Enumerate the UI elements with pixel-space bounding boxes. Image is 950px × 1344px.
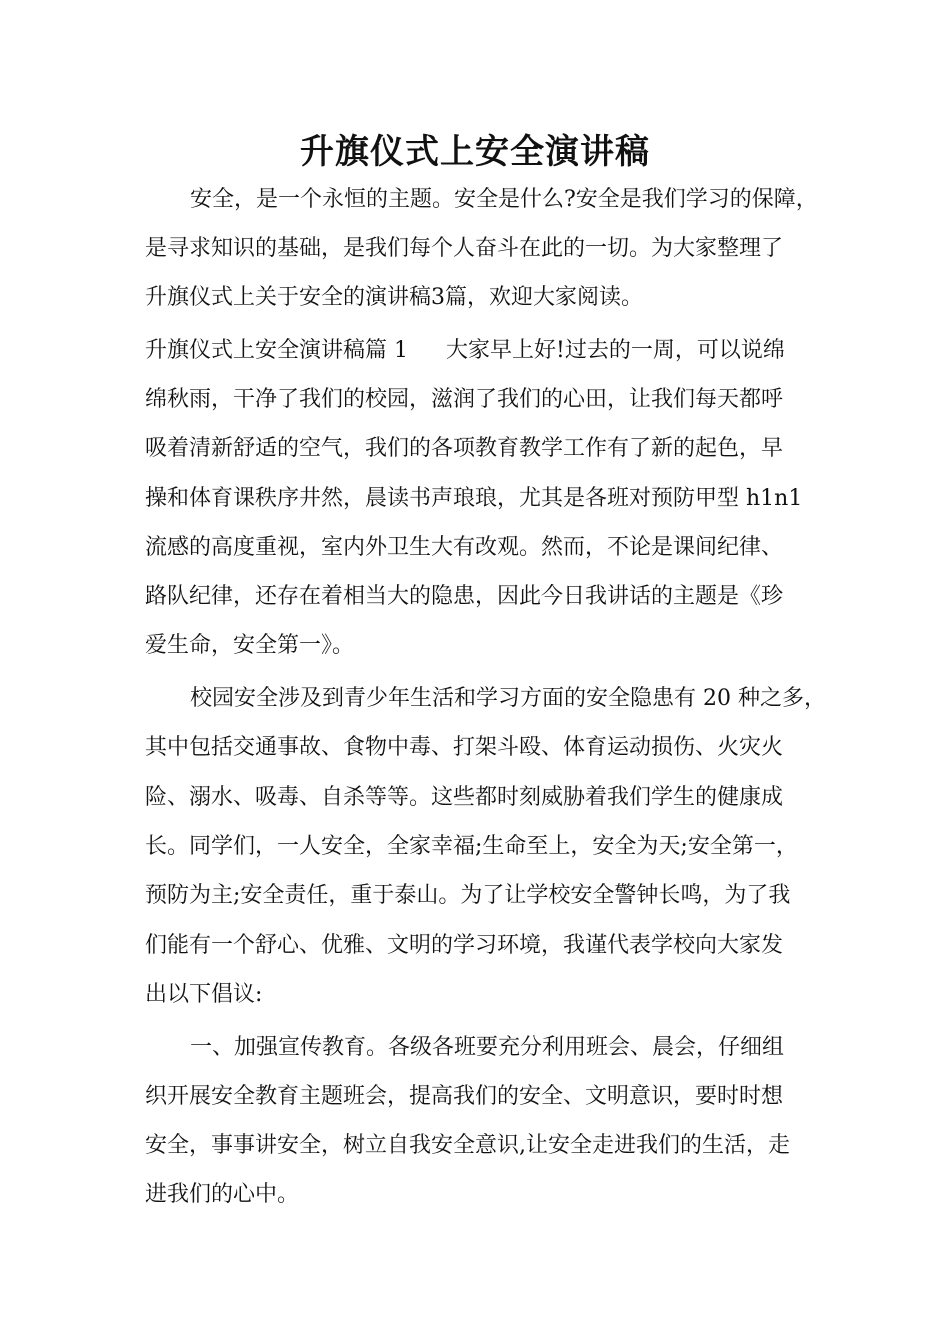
text-line: 其中包括交通事故、食物中毒、打架斗殴、体育运动损伤、火灾火 [145, 735, 784, 760]
text-line: 吸着清新舒适的空气，我们的各项教育教学工作有了新的起色，早 [145, 436, 784, 461]
text-line: 流感的高度重视，室内外卫生大有改观。然而，不论是课间纪律、 [145, 535, 784, 560]
section-heading: 升旗仪式上安全演讲稿篇 1 [145, 338, 408, 363]
text-line: 爱生命，安全第一》。 [145, 633, 355, 658]
text-line: 长。同学们，一人安全，全家幸福;生命至上，安全为天;安全第一， [145, 834, 798, 859]
text-line: 升旗仪式上关于安全的演讲稿3篇，欢迎大家阅读。 [145, 285, 643, 310]
text-line: 出以下倡议: [145, 982, 263, 1007]
text-line: 们能有一个舒心、优雅、文明的学习环境，我谨代表学校向大家发 [145, 933, 784, 958]
text-line: 安全，是一个永恒的主题。安全是什么?安全是我们学习的保障， [190, 187, 818, 212]
text-line: 绵秋雨，干净了我们的校园，滋润了我们的心田，让我们每天都呼 [145, 387, 784, 412]
document-title: 升旗仪式上安全演讲稿 [300, 132, 650, 172]
text-line: 是寻求知识的基础，是我们每个人奋斗在此的一切。为大家整理了 [145, 236, 784, 261]
text-line: 校园安全涉及到青少年生活和学习方面的安全隐患有 20 种之多， [190, 686, 826, 711]
text-line: 操和体育课秩序井然，晨读书声琅琅，尤其是各班对预防甲型 h1n1 [145, 486, 803, 511]
text-line: 安全，事事讲安全，树立自我安全意识,让安全走进我们的生活，走 [145, 1133, 790, 1158]
text-line: 险、溺水、吸毒、自杀等等。这些都时刻威胁着我们学生的健康成 [145, 785, 784, 810]
text-line: 路队纪律，还存在着相当大的隐患，因此今日我讲话的主题是《珍 [145, 584, 784, 609]
text-line: 一、加强宣传教育。各级各班要充分利用班会、晨会，仔细组 [190, 1035, 785, 1060]
text-line: 织开展安全教育主题班会，提高我们的安全、文明意识，要时时想 [145, 1084, 784, 1109]
section-line [145, 336, 785, 366]
text-line: 预防为主;安全责任，重于泰山。为了让学校安全警钟长鸣，为了我 [145, 883, 791, 908]
text-line: 进我们的心中。 [145, 1182, 300, 1207]
text-line: 大家早上好!过去的一周，可以说绵 [446, 338, 785, 363]
